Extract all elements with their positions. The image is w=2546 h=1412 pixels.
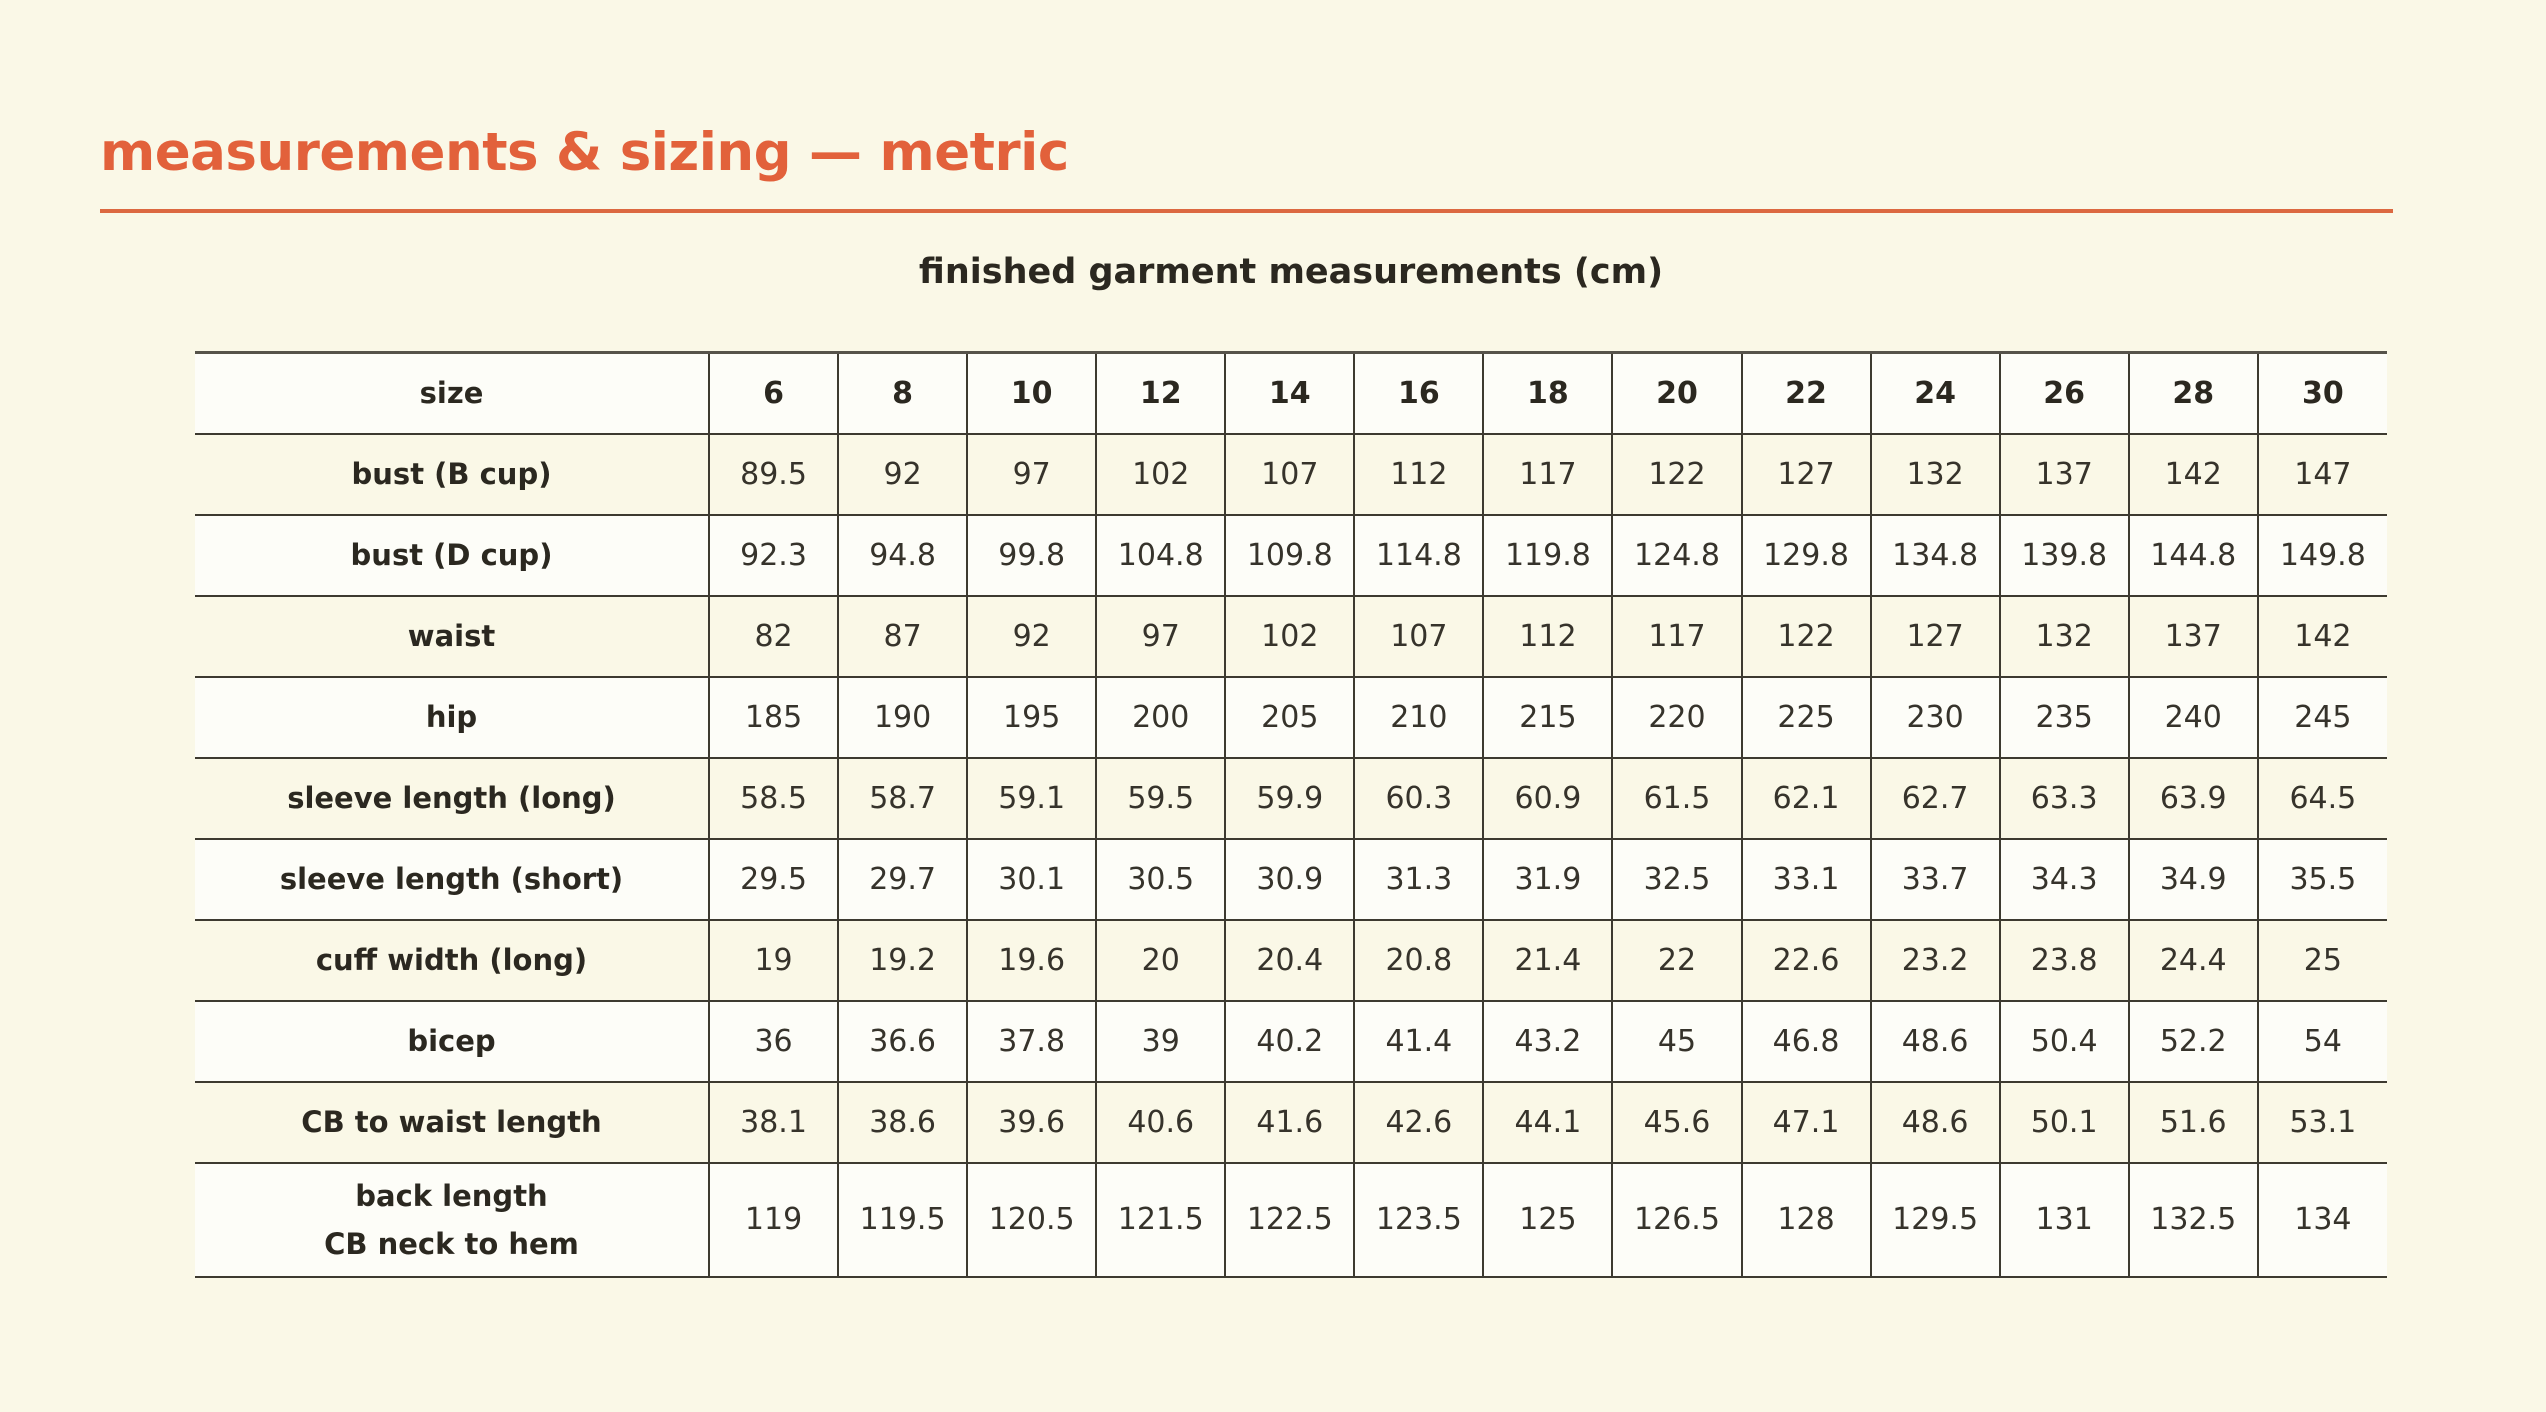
measurement-cell: 34.9 (2129, 839, 2258, 920)
table-row-sleeve-length-short (195, 839, 2387, 920)
measurement-cell: 43.2 (1483, 1001, 1612, 1082)
measurement-cell: 64.5 (2258, 758, 2387, 839)
measurement-cell: 129.5 (1871, 1163, 2000, 1277)
measurement-cell: 123.5 (1354, 1163, 1483, 1277)
size-table-head (195, 353, 2387, 434)
measurement-cell: 38.1 (709, 1082, 838, 1163)
table-caption: finished garment measurements (cm) (918, 252, 1664, 292)
measurement-cell: 40.2 (1225, 1001, 1354, 1082)
size-header-26: 26 (2000, 353, 2129, 434)
measurement-cell: 131 (2000, 1163, 2129, 1277)
measurement-cell: 102 (1225, 596, 1354, 677)
size-header-30: 30 (2258, 353, 2387, 434)
measurement-cell: 185 (709, 677, 838, 758)
measurement-cell: 89.5 (709, 434, 838, 515)
row-label-line: hip (425, 700, 478, 734)
measurement-cell: 144.8 (2129, 515, 2258, 596)
measurement-cell: 54 (2258, 1001, 2387, 1082)
measurement-cell: 62.1 (1742, 758, 1871, 839)
measurement-cell: 121.5 (1096, 1163, 1225, 1277)
measurement-cell: 114.8 (1354, 515, 1483, 596)
measurement-cell: 30.9 (1225, 839, 1354, 920)
measurement-cell: 22.6 (1742, 920, 1871, 1001)
size-table-container (195, 351, 2387, 1278)
size-header-8: 8 (838, 353, 967, 434)
page-title: measurements & sizing — metric (100, 122, 1069, 183)
measurement-cell: 104.8 (1096, 515, 1225, 596)
size-header-18: 18 (1483, 353, 1612, 434)
measurement-cell: 19.6 (967, 920, 1096, 1001)
corner-label-size: size (419, 376, 484, 411)
size-header-20: 20 (1612, 353, 1741, 434)
measurement-cell: 240 (2129, 677, 2258, 758)
measurement-cell: 132 (1871, 434, 2000, 515)
measurement-cell: 210 (1354, 677, 1483, 758)
measurement-cell: 19.2 (838, 920, 967, 1001)
table-row-sleeve-length-long (195, 758, 2387, 839)
row-label-line: sleeve length (short) (279, 862, 624, 896)
measurement-cell: 235 (2000, 677, 2129, 758)
size-header-10: 10 (967, 353, 1096, 434)
row-label-line: bicep (407, 1024, 496, 1058)
measurement-cell: 142 (2129, 434, 2258, 515)
measurement-cell: 124.8 (1612, 515, 1741, 596)
measurement-cell: 36.6 (838, 1001, 967, 1082)
measurement-cell: 37.8 (967, 1001, 1096, 1082)
measurement-cell: 99.8 (967, 515, 1096, 596)
measurement-cell: 30.5 (1096, 839, 1225, 920)
header-row (195, 353, 2387, 434)
measurement-cell: 46.8 (1742, 1001, 1871, 1082)
row-label-line: bust (B cup) (351, 457, 552, 491)
measurement-cell: 20 (1096, 920, 1225, 1001)
measurement-cell: 30.1 (967, 839, 1096, 920)
table-row-cuff-width-long (195, 920, 2387, 1001)
measurement-cell: 21.4 (1483, 920, 1612, 1001)
measurement-cell: 33.1 (1742, 839, 1871, 920)
measurement-cell: 205 (1225, 677, 1354, 758)
measurement-cell: 62.7 (1871, 758, 2000, 839)
measurement-cell: 109.8 (1225, 515, 1354, 596)
measurement-cell: 94.8 (838, 515, 967, 596)
measurement-cell: 20.8 (1354, 920, 1483, 1001)
size-header-12: 12 (1096, 353, 1225, 434)
measurement-cell: 20.4 (1225, 920, 1354, 1001)
measurement-cell: 19 (709, 920, 838, 1001)
measurement-cell: 52.2 (2129, 1001, 2258, 1082)
measurement-cell: 47.1 (1742, 1082, 1871, 1163)
measurement-cell: 59.9 (1225, 758, 1354, 839)
table-row-bicep (195, 1001, 2387, 1082)
measurement-cell: 134 (2258, 1163, 2387, 1277)
measurement-cell: 61.5 (1612, 758, 1741, 839)
row-label (195, 920, 709, 1001)
row-label-line: cuff width (long) (315, 943, 588, 977)
title-divider (100, 209, 2393, 213)
measurement-cell: 44.1 (1483, 1082, 1612, 1163)
measurement-cell: 60.9 (1483, 758, 1612, 839)
measurement-cell: 53.1 (2258, 1082, 2387, 1163)
measurement-cell: 29.5 (709, 839, 838, 920)
measurement-cell: 220 (1612, 677, 1741, 758)
row-label (195, 839, 709, 920)
measurement-cell: 112 (1483, 596, 1612, 677)
size-header-16: 16 (1354, 353, 1483, 434)
table-row-waist (195, 596, 2387, 677)
size-header-24: 24 (1871, 353, 2000, 434)
measurement-cell: 41.4 (1354, 1001, 1483, 1082)
measurement-cell: 119.8 (1483, 515, 1612, 596)
size-table (195, 351, 2387, 1278)
measurement-cell: 122 (1742, 596, 1871, 677)
row-label (195, 1001, 709, 1082)
measurement-cell: 137 (2000, 434, 2129, 515)
size-table-body (195, 434, 2387, 1277)
measurement-cell: 24.4 (2129, 920, 2258, 1001)
measurement-cell: 41.6 (1225, 1082, 1354, 1163)
measurement-cell: 32.5 (1612, 839, 1741, 920)
measurement-cell: 117 (1612, 596, 1741, 677)
measurement-cell: 92 (838, 434, 967, 515)
row-label (195, 758, 709, 839)
measurement-cell: 23.2 (1871, 920, 2000, 1001)
measurement-cell: 195 (967, 677, 1096, 758)
measurement-cell: 63.3 (2000, 758, 2129, 839)
measurement-cell: 63.9 (2129, 758, 2258, 839)
row-label (195, 1163, 709, 1277)
measurement-cell: 48.6 (1871, 1001, 2000, 1082)
measurement-cell: 59.5 (1096, 758, 1225, 839)
measurement-cell: 92.3 (709, 515, 838, 596)
measurement-cell: 132.5 (2129, 1163, 2258, 1277)
measurement-cell: 35.5 (2258, 839, 2387, 920)
measurement-cell: 117 (1483, 434, 1612, 515)
measurement-cell: 25 (2258, 920, 2387, 1001)
measurement-cell: 190 (838, 677, 967, 758)
measurement-cell: 139.8 (2000, 515, 2129, 596)
measurement-cell: 200 (1096, 677, 1225, 758)
measurement-cell: 42.6 (1354, 1082, 1483, 1163)
measurement-cell: 22 (1612, 920, 1741, 1001)
row-label (195, 434, 709, 515)
measurement-cell: 147 (2258, 434, 2387, 515)
row-label-line: waist (407, 619, 496, 653)
table-row-back-length-cb-neck-to-hem (195, 1163, 2387, 1277)
row-label (195, 1082, 709, 1163)
measurement-cell: 34.3 (2000, 839, 2129, 920)
measurement-cell: 132 (2000, 596, 2129, 677)
measurement-cell: 122 (1612, 434, 1741, 515)
measurement-cell: 128 (1742, 1163, 1871, 1277)
measurement-cell: 102 (1096, 434, 1225, 515)
size-header-14: 14 (1225, 353, 1354, 434)
measurement-cell: 31.3 (1354, 839, 1483, 920)
measurement-cell: 29.7 (838, 839, 967, 920)
measurement-cell: 122.5 (1225, 1163, 1354, 1277)
measurement-cell: 127 (1742, 434, 1871, 515)
table-row-bust-b-cup (195, 434, 2387, 515)
row-label-line: CB to waist length (301, 1105, 602, 1139)
measurement-cell: 59.1 (967, 758, 1096, 839)
measurement-cell: 149.8 (2258, 515, 2387, 596)
measurement-cell: 230 (1871, 677, 2000, 758)
measurement-cell: 45.6 (1612, 1082, 1741, 1163)
size-header-22: 22 (1742, 353, 1871, 434)
measurement-cell: 107 (1225, 434, 1354, 515)
measurement-cell: 60.3 (1354, 758, 1483, 839)
size-header-28: 28 (2129, 353, 2258, 434)
measurement-cell: 87 (838, 596, 967, 677)
measurement-cell: 38.6 (838, 1082, 967, 1163)
row-label-line: bust (D cup) (350, 538, 553, 572)
measurement-cell: 33.7 (1871, 839, 2000, 920)
row-label-line: back length (355, 1178, 548, 1213)
measurement-cell: 107 (1354, 596, 1483, 677)
measurement-cell: 97 (967, 434, 1096, 515)
table-row-bust-d-cup (195, 515, 2387, 596)
measurement-cell: 127 (1871, 596, 2000, 677)
measurement-cell: 50.1 (2000, 1082, 2129, 1163)
measurement-cell: 50.4 (2000, 1001, 2129, 1082)
measurement-cell: 58.5 (709, 758, 838, 839)
table-row-hip (195, 677, 2387, 758)
row-label (195, 596, 709, 677)
measurement-cell: 36 (709, 1001, 838, 1082)
measurement-cell: 31.9 (1483, 839, 1612, 920)
measurement-cell: 215 (1483, 677, 1612, 758)
row-label (195, 515, 709, 596)
measurement-cell: 119.5 (838, 1163, 967, 1277)
measurement-cell: 39.6 (967, 1082, 1096, 1163)
measurement-cell: 112 (1354, 434, 1483, 515)
measurement-cell: 48.6 (1871, 1082, 2000, 1163)
measurement-cell: 58.7 (838, 758, 967, 839)
measurement-cell: 126.5 (1612, 1163, 1741, 1277)
measurement-cell: 51.6 (2129, 1082, 2258, 1163)
table-row-cb-to-waist-length (195, 1082, 2387, 1163)
measurement-cell: 129.8 (1742, 515, 1871, 596)
measurement-cell: 137 (2129, 596, 2258, 677)
measurement-cell: 119 (709, 1163, 838, 1277)
measurement-cell: 97 (1096, 596, 1225, 677)
row-label (195, 677, 709, 758)
measurement-cell: 120.5 (967, 1163, 1096, 1277)
measurement-cell: 40.6 (1096, 1082, 1225, 1163)
measurement-cell: 125 (1483, 1163, 1612, 1277)
row-label-line: CB neck to hem (324, 1226, 579, 1261)
measurement-cell: 23.8 (2000, 920, 2129, 1001)
measurement-cell: 39 (1096, 1001, 1225, 1082)
measurement-cell: 142 (2258, 596, 2387, 677)
row-label-line: sleeve length (long) (287, 781, 616, 815)
measurement-cell: 134.8 (1871, 515, 2000, 596)
measurement-cell: 225 (1742, 677, 1871, 758)
size-header-6: 6 (709, 353, 838, 434)
measurement-cell: 82 (709, 596, 838, 677)
measurement-cell: 245 (2258, 677, 2387, 758)
measurement-cell: 92 (967, 596, 1096, 677)
measurement-cell: 45 (1612, 1001, 1741, 1082)
